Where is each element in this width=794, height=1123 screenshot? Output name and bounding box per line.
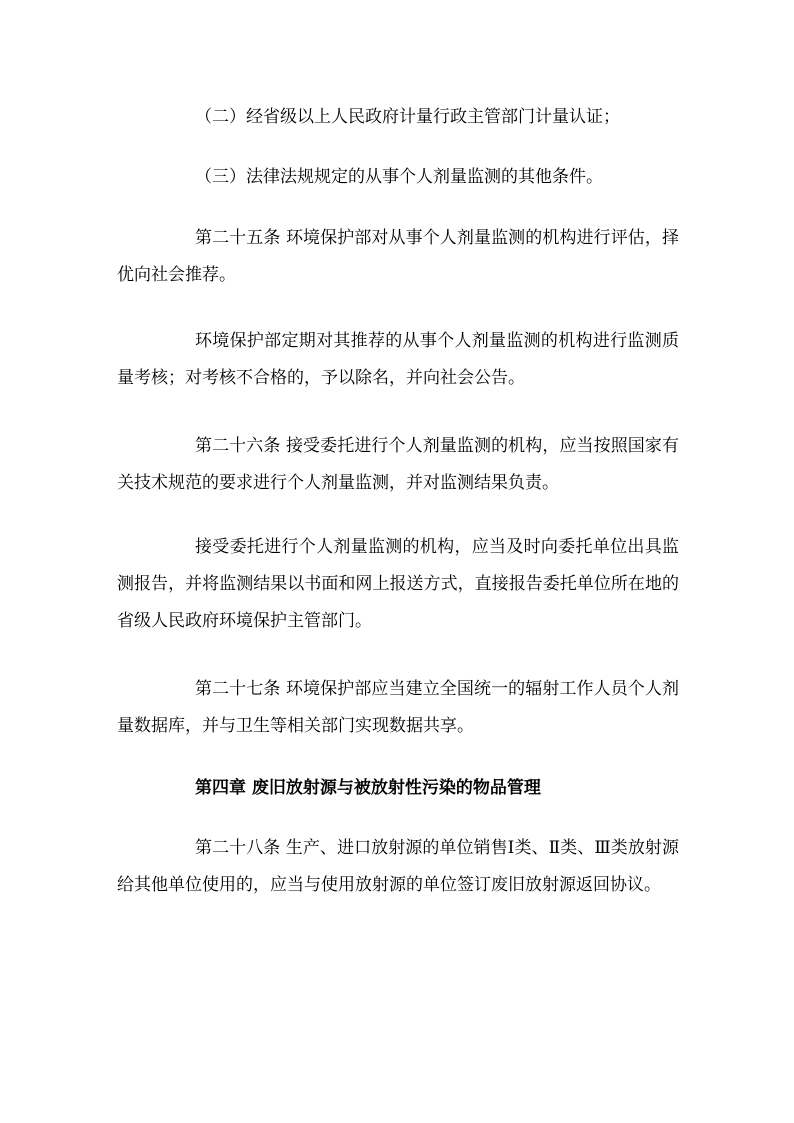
paragraph-article-26-report: 接受委托进行个人剂量监测的机构，应当及时向委托单位出具监测报告，并将监测结果以书面和网上报送方式，直接报告委托单位所在地的省级人民政府环境保护主管部门。 [117, 537, 679, 631]
paragraph-article-26: 第二十六条 接受委托进行个人剂量监测的机构，应当按照国家有关技术规范的要求进行个人剂量监测，并对监测结果负责。 [117, 436, 679, 493]
paragraph-item-2-calibration: （二）经省级以上人民政府计量行政主管部门计量认证； [195, 107, 620, 127]
chapter-heading: 第四章 废旧放射源与被放射性污染的物品管理 [195, 778, 541, 798]
paragraph-article-28: 第二十八条 生产、进口放射源的单位销售Ⅰ类、Ⅱ类、Ⅲ类放射源给其他单位使用的，应当与使用放射源的单位签订废旧放射源返回协议。 [117, 838, 679, 895]
paragraph-item-3-other-conditions: （三）法律法规规定的从事个人剂量监测的其他条件。 [195, 167, 603, 187]
paragraph-article-25: 第二十五条 环境保护部对从事个人剂量监测的机构进行评估，择优向社会推荐。 [117, 228, 679, 285]
paragraph-article-27: 第二十七条 环境保护部应当建立全国统一的辐射工作人员个人剂量数据库，并与卫生等相关部门实现数据共享。 [117, 679, 679, 736]
paragraph-article-25-assessment: 环境保护部定期对其推荐的从事个人剂量监测的机构进行监测质量考核；对考核不合格的，予以除名，并向社会公告。 [117, 331, 679, 388]
